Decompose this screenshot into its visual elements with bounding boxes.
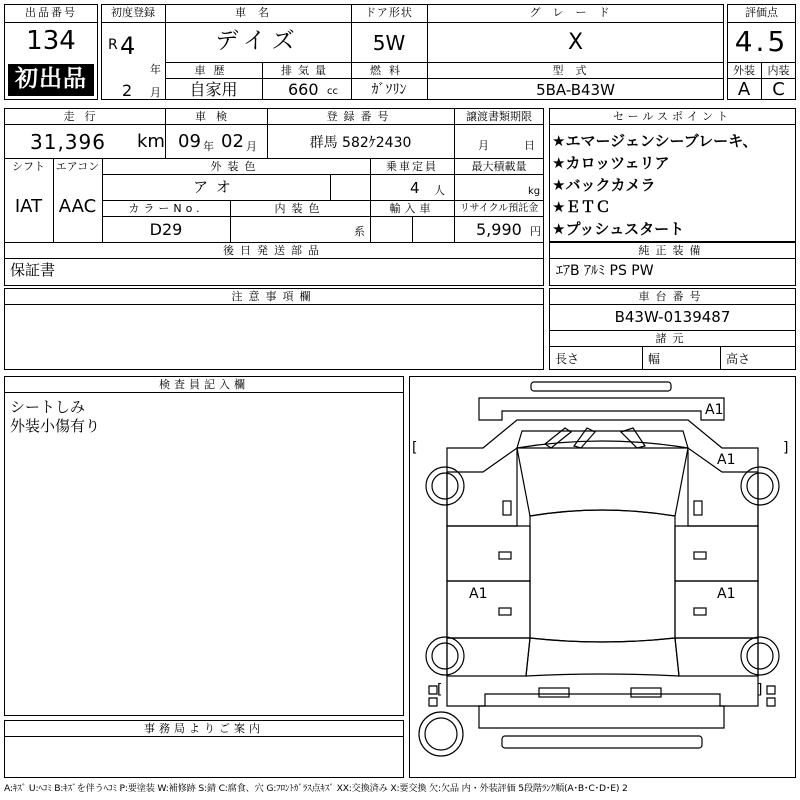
interior-grade: C — [772, 79, 785, 100]
plate-label: 登録番号 — [326, 110, 395, 123]
header-line-3 — [165, 78, 724, 79]
lot-divider — [4, 22, 98, 23]
rear-window — [526, 638, 679, 676]
color-no-label: カラーNo. — [128, 202, 204, 215]
import-label: 輸入車 — [389, 202, 435, 215]
car-diagram — [409, 376, 796, 778]
vi-line-2 — [4, 158, 544, 159]
vi-v-6 — [330, 174, 331, 200]
lot-label: 出品番号 — [25, 6, 77, 19]
rear-plate-right — [631, 688, 661, 697]
chassis-line-2 — [549, 330, 796, 331]
shift: IAT — [14, 196, 43, 217]
vi-line-6 — [4, 242, 544, 243]
car-name-label: 車名 — [235, 6, 281, 19]
height-label: 高さ — [726, 352, 751, 366]
left-mirror — [503, 501, 511, 515]
tire-left-front-inner — [432, 473, 458, 499]
mileage-label: 走行 — [63, 110, 106, 123]
month-unit: 月 — [150, 86, 161, 99]
load-unit: kg — [528, 186, 541, 197]
spare-tire-inner — [425, 718, 457, 750]
score: 4.5 — [734, 25, 789, 58]
equipment-line — [549, 258, 796, 259]
car-name: デイズ — [215, 28, 301, 54]
left-bottom-mark — [429, 686, 437, 694]
equipment-label: 純正装備 — [638, 244, 707, 257]
bracket-mark: [ — [412, 440, 418, 456]
chassis-line-3 — [549, 346, 796, 347]
sales-line — [549, 124, 796, 125]
right-rear-handle — [694, 608, 706, 615]
left-handle — [499, 552, 511, 559]
vi-line-3 — [102, 174, 544, 175]
ext-color: アオ — [193, 178, 239, 196]
first-reg-label: 初度登録 — [111, 6, 155, 19]
rear-bumper — [479, 706, 724, 728]
specs-label: 諸元 — [655, 332, 690, 345]
front-bumper — [479, 398, 724, 420]
door-label: ドア形状 — [365, 6, 413, 19]
score-line-1 — [727, 22, 796, 23]
interior-label: 内装 — [767, 64, 790, 77]
left-side-mark — [429, 698, 437, 706]
sales-point: ★ＥＴＣ — [552, 198, 611, 216]
front-bumper-bar — [531, 382, 671, 391]
transfer-day-unit: 日 — [524, 139, 535, 152]
sales-point: ★プッシュスタート — [552, 220, 685, 238]
vi-line-5 — [102, 216, 544, 217]
notes-line — [4, 304, 544, 305]
plate: 群馬 582ｹ2430 — [309, 135, 412, 151]
vi-line-4 — [102, 200, 544, 201]
mileage: 31,396 — [30, 130, 106, 154]
right-front-door — [675, 526, 758, 581]
notes-label: 注意事項欄 — [231, 290, 317, 303]
inspection-month-unit: 月 — [246, 140, 257, 153]
model: 5BA-B43W — [536, 81, 615, 99]
header-line-1 — [101, 22, 724, 23]
right-handle — [694, 552, 706, 559]
load-label: 最大積載量 — [471, 160, 527, 173]
reg-month: 2 — [122, 81, 133, 100]
tire-right-front-inner — [747, 473, 773, 499]
right-side-mark — [767, 698, 775, 706]
rear-bottom-bar — [502, 736, 702, 748]
int-color-label: 内装色 — [274, 202, 326, 215]
sales-point: ★カロッツェリア — [552, 154, 670, 172]
chassis-label: 車台番号 — [638, 290, 707, 303]
recycle-unit: 円 — [530, 225, 541, 238]
bracket-mark: ] — [783, 440, 789, 456]
header-line-2 — [165, 62, 724, 63]
deferred-value: 保証書 — [10, 261, 56, 279]
recycle: 5,990 — [476, 220, 522, 239]
hood — [517, 431, 688, 448]
left-rear-door — [447, 581, 530, 638]
damage-mark: A1 — [705, 402, 724, 418]
inspector-line — [4, 392, 404, 393]
recycle-label: リサイクル預託金 — [459, 203, 539, 214]
vi-v-10 — [412, 216, 413, 242]
tire-left-rear-inner — [432, 643, 458, 669]
ext-color-label: 外装色 — [210, 160, 262, 173]
grade-label: グレード — [529, 6, 622, 19]
grade: X — [567, 30, 584, 55]
chassis-line-1 — [549, 304, 796, 305]
sales-label: セールスポイント — [612, 110, 732, 123]
tire-right-rear-inner — [747, 643, 773, 669]
capacity-unit: 人 — [434, 184, 445, 197]
capacity-label: 乗車定員 — [386, 160, 438, 173]
transfer-month-unit: 月 — [478, 139, 489, 152]
bracket-mark: [ — [437, 682, 443, 698]
inspector-note: シートしみ — [10, 398, 86, 416]
sales-point: ★バックカメラ — [552, 176, 656, 194]
sales-list — [552, 130, 758, 240]
chassis-v-1 — [642, 346, 643, 370]
inspector-notes — [10, 396, 100, 434]
inspector-note: 外装小傷有り — [10, 417, 101, 435]
mileage-unit: km — [137, 131, 165, 152]
exterior-grade: A — [737, 79, 751, 100]
windshield — [517, 441, 688, 516]
era: R — [108, 37, 118, 53]
office-line — [4, 736, 404, 737]
deferred-label: 後日発送部品 — [223, 244, 325, 257]
inspection-month: 02 — [221, 131, 244, 152]
lot-number: 134 — [26, 26, 76, 56]
length-label: 長さ — [555, 352, 580, 366]
fuel: ｶﾞｿﾘﾝ — [371, 82, 407, 98]
ac-label: エアコン — [55, 160, 100, 173]
damage-mark: A1 — [469, 586, 488, 602]
model-label: 型式 — [552, 64, 599, 77]
chassis-v-2 — [720, 346, 721, 370]
vi-line-1 — [4, 124, 544, 125]
equipment-value: ｴｱB ｱﾙﾐ PS PW — [556, 263, 654, 279]
sales-point: ★エマージェンシーブレーキ、 — [552, 132, 758, 150]
legend: A:ｷｽﾞ U:ﾍｺﾐ B:ｷｽﾞを伴うﾍｺﾐ P:要塗装 W:補修跡 S:錆 C:腐食、穴 G:ﾌﾛﾝﾄｶﾞﾗｽ点ｷｽﾞ XX:交換済み X:要交換 欠:欠品 内・外装評価 5段階ﾗﾝｸ順(A･B･C･D･E) 2 — [4, 783, 628, 794]
transfer-label: 譲渡書類期限 — [466, 110, 532, 123]
vi-line-7 — [4, 258, 544, 259]
left-rear-handle — [499, 608, 511, 615]
history: 自家用 — [189, 80, 238, 99]
color-no: D29 — [149, 220, 183, 239]
body-outline — [447, 420, 758, 706]
damage-mark: A1 — [717, 586, 736, 602]
score-label: 評価点 — [745, 6, 778, 19]
rear-plate-left — [539, 688, 569, 697]
inspection-year-unit: 年 — [203, 140, 214, 153]
displacement-label: 排気量 — [281, 64, 332, 77]
inspector-label: 検査員記入欄 — [159, 378, 249, 391]
first-listing-text: 初出品 — [15, 66, 87, 92]
width-label: 幅 — [648, 352, 661, 366]
inspection-label: 車検 — [195, 110, 237, 123]
chassis-value: B43W-0139487 — [614, 308, 731, 326]
history-label: 車歴 — [194, 64, 233, 77]
roof — [530, 510, 675, 642]
fuel-label: 燃料 — [370, 64, 408, 77]
damage-mark: A1 — [717, 452, 736, 468]
inspection-year: 09 — [178, 131, 201, 152]
office-label: 事務局よりご案内 — [144, 722, 264, 735]
capacity: 4 — [410, 179, 420, 197]
exterior-label: 外装 — [733, 64, 755, 77]
shift-label: シフト — [12, 160, 45, 173]
year-unit: 年 — [150, 63, 161, 76]
right-mirror — [694, 501, 702, 515]
door: 5W — [372, 31, 406, 55]
reg-year: 4 — [120, 32, 136, 60]
displacement-unit: cc — [327, 86, 338, 97]
left-front-door — [447, 526, 530, 581]
right-bottom-mark — [767, 686, 775, 694]
int-color-unit: 系 — [354, 225, 365, 238]
displacement: 660 — [288, 80, 319, 99]
bracket-mark: ] — [757, 682, 763, 698]
ac: AAC — [58, 196, 97, 217]
